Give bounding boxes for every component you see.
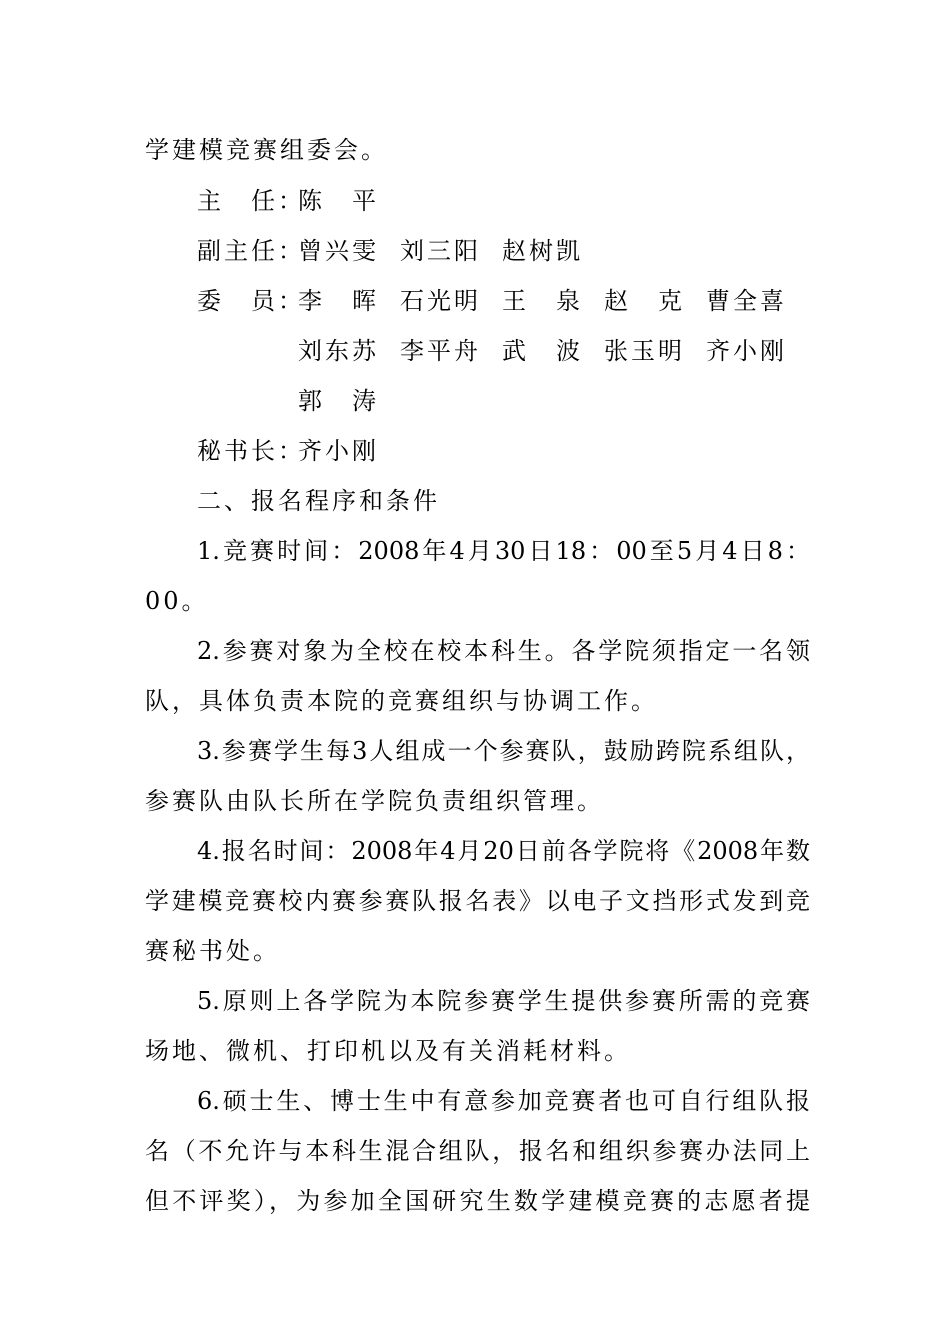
member-name: 李平舟 <box>400 337 481 365</box>
members-row <box>298 326 810 376</box>
member-name: 齐小刚 <box>706 337 787 365</box>
members-label: 委 员： <box>197 287 305 315</box>
members-row <box>197 276 810 326</box>
member-name: 张玉明 <box>604 337 685 365</box>
vice-director-name: 刘三阳 <box>400 237 481 265</box>
paragraph-line: 1.竞赛时间：2008年4月30日18：00至5月4日8： <box>197 537 810 565</box>
paragraph-line: 5.原则上各学院为本院参赛学生提供参赛所需的竞赛 <box>197 987 810 1015</box>
director-row <box>197 176 810 226</box>
member-name: 石光明 <box>400 287 481 315</box>
paragraph-line: 参赛队由队长所在学院负责组织管理。 <box>145 787 604 815</box>
vice-director-name: 赵树凯 <box>502 237 583 265</box>
paragraph-line: 场地、微机、打印机以及有关消耗材料。 <box>145 1037 631 1065</box>
paragraph-line: 学建模竞赛校内赛参赛队报名表》以电子文挡形式发到竞 <box>145 887 810 915</box>
member-name: 曹全喜 <box>706 287 787 315</box>
secretary-name: 齐小刚 <box>298 437 379 465</box>
paragraph-line: 4.报名时间：2008年4月20日前各学院将《2008年数 <box>197 837 810 865</box>
secretary-row <box>197 426 810 476</box>
paragraph-line: 队，具体负责本院的竞赛组织与协调工作。 <box>145 687 658 715</box>
member-name: 郭 涛 <box>298 387 379 415</box>
paragraph-line: 赛秘书处。 <box>145 937 280 965</box>
director-label: 主 任： <box>197 187 305 215</box>
members-row <box>298 376 810 426</box>
paragraph-line: 00。 <box>145 587 209 615</box>
paragraph-line: 6.硕士生、博士生中有意参加竞赛者也可自行组队报 <box>197 1087 810 1115</box>
secretary-label: 秘书长： <box>197 437 305 465</box>
director-name: 陈 平 <box>298 187 379 215</box>
paragraph-line: 2.参赛对象为全校在校本科生。各学院须指定一名领 <box>197 637 810 665</box>
vice-director-row <box>197 226 810 276</box>
member-name: 刘东苏 <box>298 337 379 365</box>
section-heading: 二、报名程序和条件 <box>197 487 440 515</box>
member-name: 王 泉 <box>502 287 583 315</box>
member-name: 赵 克 <box>604 287 685 315</box>
paragraph-line: 3.参赛学生每3人组成一个参赛队，鼓励跨院系组队， <box>197 737 810 765</box>
paragraph-line: 学建模竞赛组委会。 <box>145 136 388 164</box>
member-name: 李 晖 <box>298 287 379 315</box>
paragraph-line: 但不评奖），为参加全国研究生数学建模竞赛的志愿者提 <box>145 1187 810 1215</box>
vice-director-label: 副主任： <box>197 237 305 265</box>
member-name: 武 波 <box>502 337 583 365</box>
vice-director-name: 曾兴雯 <box>298 237 379 265</box>
paragraph-line: 名（不允许与本科生混合组队，报名和组织参赛办法同上 <box>145 1137 810 1165</box>
